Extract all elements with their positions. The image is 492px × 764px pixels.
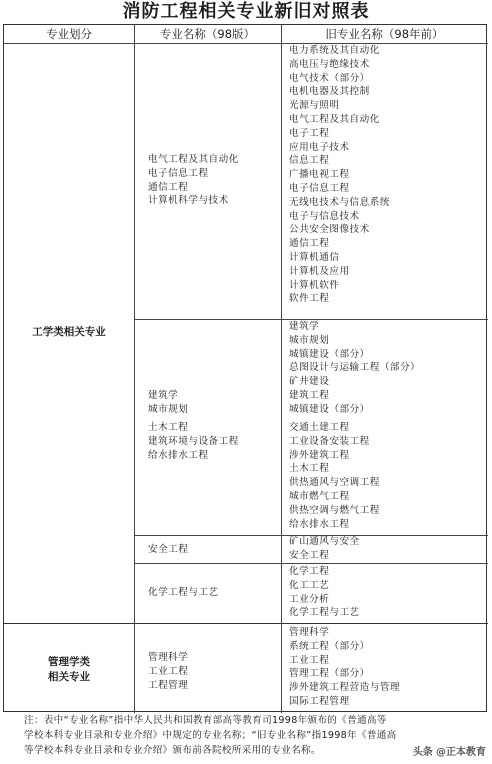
new-name: 土木工程 (148, 422, 189, 433)
old-name: 城镇建设（部分） (289, 403, 370, 415)
old-name: 给水排水工程 (289, 518, 350, 530)
old-name: 无线电技术与信息系统 (289, 196, 390, 208)
old-name: 电子与信息技术 (289, 210, 360, 222)
watermark-prefix: 头条 (412, 747, 433, 758)
new-name: 电子信息工程 (148, 167, 209, 179)
old-name: 电力系统及其自动化 (289, 45, 380, 56)
old-name: 城市燃气工程 (289, 490, 350, 502)
header-old-name: 旧专业名称（98年前） (325, 27, 444, 41)
new-names-group-4 (148, 543, 188, 557)
header-division: 专业划分 (46, 27, 92, 41)
old-name: 总图设计与运输工程（部分） (289, 362, 421, 374)
old-name: 公共安全图像技术 (289, 224, 370, 236)
old-name: 安全工程 (289, 549, 330, 561)
old-name: 电子信息工程 (289, 182, 350, 194)
footnote-line: 学校本科专业目录和专业介绍》中规定的专业名称；“旧专业名称”指1998年《普通高 (24, 730, 397, 741)
old-name: 计算机通信 (289, 251, 340, 263)
new-name: 通信工程 (148, 181, 189, 193)
new-name: 城市规划 (148, 403, 189, 415)
category-management (4, 655, 134, 685)
old-name: 软件工程 (289, 293, 330, 305)
old-name: 涉外建筑工程 (289, 449, 350, 461)
old-name: 国际工程管理 (289, 695, 350, 707)
new-name: 计算机科学与技术 (148, 195, 229, 207)
old-name: 高电压与绝缘技术 (289, 58, 370, 70)
new-names-group-3 (148, 421, 239, 462)
new-names-group-6 (148, 651, 188, 692)
page-title: 消防工程相关专业新旧对照表 (122, 1, 370, 22)
old-name: 矿井建设 (289, 376, 330, 388)
category-management-line: 管理学类 (48, 656, 90, 668)
new-name: 给水排水工程 (148, 449, 209, 461)
old-names-group-2 (289, 320, 420, 417)
old-name: 供热通风与空调工程 (289, 477, 380, 489)
watermark (413, 743, 486, 758)
footnote-line: 注：表中“专业名称”指中华人民共和国教育部高等教育司1998年颁布的《普通高等 (24, 715, 387, 726)
old-name: 管理工程（部分） (289, 668, 370, 680)
new-names-group-2 (148, 389, 188, 417)
category-divider (4, 623, 488, 624)
old-names-group-4 (289, 535, 360, 563)
old-name: 计算机软件 (289, 279, 340, 291)
old-name: 建筑工程 (289, 389, 330, 401)
old-name: 应用电子技术 (289, 141, 350, 153)
old-name: 涉外建筑工程营造与管理 (289, 682, 401, 694)
old-name: 电气工程及其自动化 (289, 113, 380, 125)
old-name: 交通土建工程 (289, 422, 350, 433)
row-divider (134, 563, 488, 564)
old-name: 系统工程（部分） (289, 640, 370, 652)
new-name: 管理科学 (148, 652, 189, 663)
comparison-table (3, 24, 487, 712)
old-names-group-3 (289, 421, 380, 531)
new-name: 建筑环境与设备工程 (148, 435, 239, 447)
old-name: 信息工程 (289, 155, 330, 167)
old-name: 供热空调与燃气工程 (289, 504, 380, 516)
old-name: 电子工程 (289, 127, 330, 139)
old-name: 电气技术（部分） (289, 72, 370, 84)
old-name: 光源与照明 (289, 100, 340, 112)
old-name: 工业设备安装工程 (289, 435, 370, 447)
old-name: 城市规划 (289, 334, 330, 346)
old-name: 化学工程 (289, 566, 330, 577)
old-name: 化工工艺 (289, 579, 330, 591)
column-divider (281, 25, 282, 713)
footnote-line: 等学校本科专业目录和专业介绍》颁布前各院校所采用的专业名称。 (24, 745, 321, 756)
old-name: 土木工程 (289, 463, 330, 475)
new-names-group-1 (148, 153, 239, 208)
new-name: 化学工程与工艺 (148, 587, 219, 598)
new-name: 工业工程 (148, 665, 189, 677)
new-name: 建筑学 (148, 390, 179, 401)
new-names-group-5 (148, 586, 219, 600)
old-name: 电机电器及其控制 (289, 86, 370, 98)
old-name: 城镇建设（部分） (289, 348, 370, 360)
header-divider (4, 43, 488, 44)
new-name: 电气工程及其自动化 (148, 154, 239, 165)
old-names-group-5 (289, 565, 360, 620)
column-divider (134, 25, 135, 713)
old-name: 工业工程 (289, 654, 330, 666)
old-names-group-1 (289, 44, 390, 306)
old-name: 矿山通风与安全 (289, 536, 360, 547)
category-engineering: 工学类相关专业 (32, 326, 106, 338)
header-name-98: 专业名称（98版） (159, 27, 256, 41)
new-name: 安全工程 (148, 544, 189, 555)
old-name: 工业分析 (289, 593, 330, 605)
watermark-account: @正本教育 (436, 747, 486, 758)
old-name: 通信工程 (289, 238, 330, 250)
old-name: 计算机及应用 (289, 265, 350, 277)
old-name: 管理科学 (289, 627, 330, 638)
old-name: 建筑学 (289, 321, 320, 332)
old-names-group-6 (289, 626, 400, 709)
old-name: 广播电视工程 (289, 169, 350, 181)
old-name: 化学工程与工艺 (289, 607, 360, 619)
new-name: 工程管理 (148, 679, 189, 691)
category-management-line: 相关专业 (48, 671, 90, 683)
